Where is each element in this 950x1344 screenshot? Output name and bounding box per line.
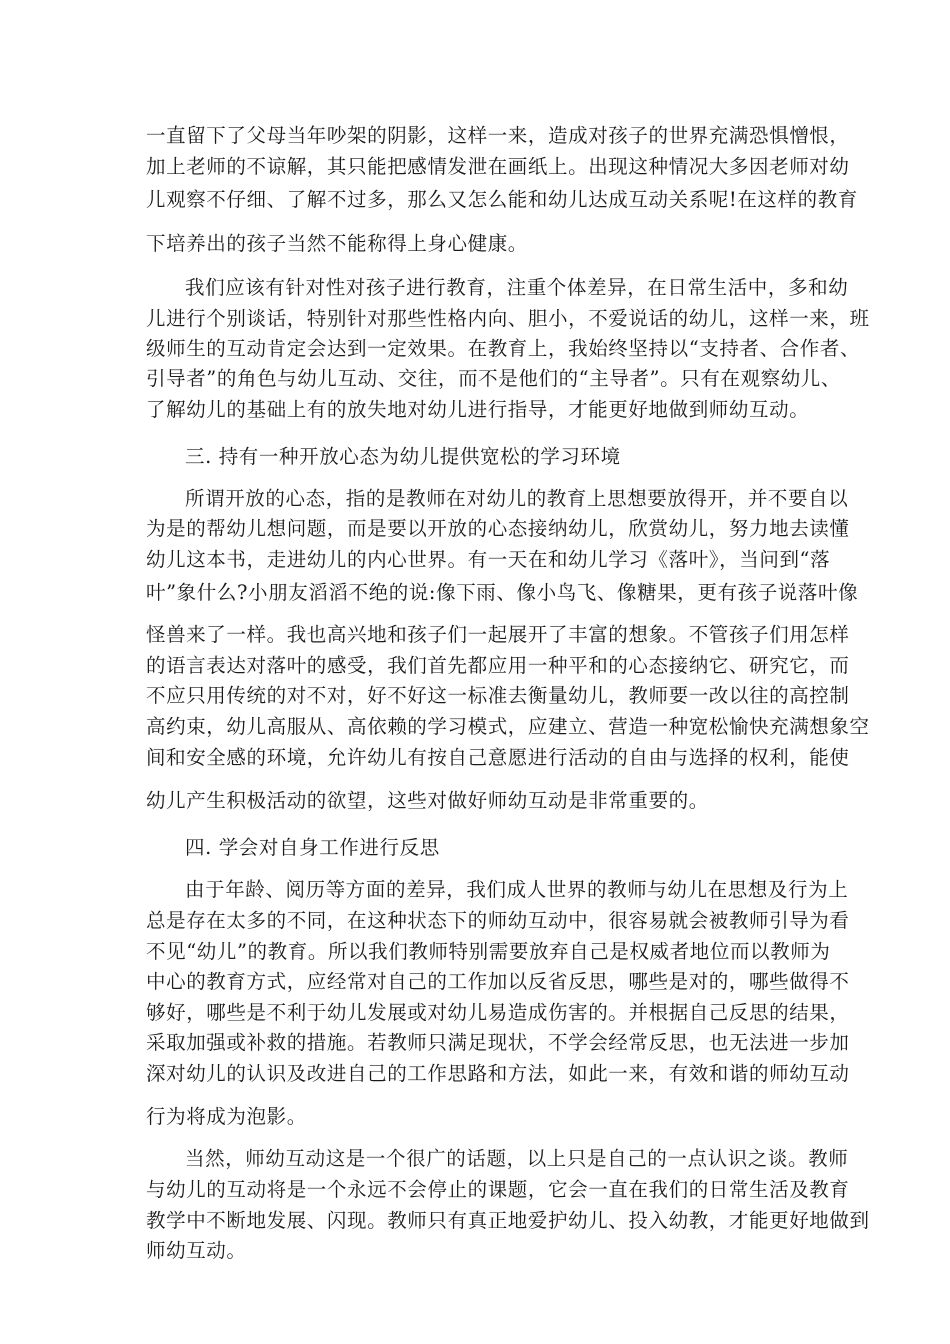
- text-line: 儿观察不仔细、了解不过多，那么又怎么能和幼儿达成互动关系呢!在这样的教育: [146, 188, 858, 211]
- text-line: 总是存在太多的不同，在这种状态下的师幼互动中，很容易就会被教师引导为看: [146, 909, 850, 932]
- text-line: 与幼儿的互动将是一个永远不会停止的课题，它会一直在我们的日常生活及教育: [146, 1178, 850, 1201]
- text-line: 采取加强或补救的措施。若教师只满足现状，不学会经常反思，也无法进一步加: [146, 1031, 850, 1054]
- text-line: 教学中不断地发展、闪现。教师只有真正地爱护幼儿、投入幼教，才能更好地做到: [146, 1209, 870, 1232]
- text-line: 当然，师幼互动这是一个很广的话题，以上只是自己的一点认识之谈。教师: [185, 1147, 849, 1170]
- text-line: 儿进行个别谈话，特别针对那些性格内向、胆小，不爱说话的幼儿，这样一来，班: [146, 307, 870, 330]
- text-line: 所谓开放的心态，指的是教师在对幼儿的教育上思想要放得开，并不要自以: [185, 487, 849, 510]
- text-line: 叶”象什么?小朋友滔滔不绝的说:像下雨、像小鸟飞、像糖果，更有孩子说落叶像: [146, 581, 859, 604]
- text-line: 深对幼儿的认识及改进自己的工作思路和方法，如此一来，有效和谐的师幼互动: [146, 1062, 850, 1085]
- text-line: 的语言表达对落叶的感受，我们首先都应用一种平和的心态接纳它、研究它，而: [146, 654, 850, 677]
- text-line: 怪兽来了一样。我也高兴地和孩子们一起展开了丰富的想象。不管孩子们用怎样: [146, 623, 850, 646]
- text-line: 幼儿这本书，走进幼儿的内心世界。有一天在和幼儿学习《落叶》，当问到“落: [146, 548, 831, 571]
- text-line: 级师生的互动肯定会达到一定效果。在教育上，我始终坚持以“支持者、合作者、: [146, 337, 861, 360]
- section-heading: 三. 持有一种开放心态为幼儿提供宽松的学习环境: [185, 445, 621, 468]
- text-line: 由于年龄、阅历等方面的差异，我们成人世界的教师与幼儿在思想及行为上: [185, 878, 849, 901]
- text-line: 间和安全感的环境，允许幼儿有按自己意愿进行活动的自由与选择的权利，能使: [146, 746, 850, 769]
- text-line: 中心的教育方式，应经常对自己的工作加以反省反思，哪些是对的，哪些做得不: [146, 970, 850, 993]
- text-line: 我们应该有针对性对孩子进行教育，注重个体差异，在日常生活中，多和幼: [185, 276, 849, 299]
- text-line: 一直留下了父母当年吵架的阴影，这样一来，造成对孩子的世界充满恐惧憎恨，: [146, 124, 850, 147]
- text-line: 幼儿产生积极活动的欲望，这些对做好师幼互动是非常重要的。: [146, 789, 709, 812]
- text-line: 高约束，幼儿高服从、高依赖的学习模式，应建立、营造一种宽松愉快充满想象空: [146, 715, 870, 738]
- text-line: 引导者”的角色与幼儿互动、交往，而不是他们的“主导者”。只有在观察幼儿、: [146, 367, 842, 390]
- text-line: 了解幼儿的基础上有的放失地对幼儿进行指导，才能更好地做到师幼互动。: [146, 398, 810, 421]
- text-line: 够好，哪些是不利于幼儿发展或对幼儿易造成伤害的。并根据自己反思的结果，: [146, 1001, 850, 1024]
- text-line: 为是的帮幼儿想问题，而是要以开放的心态接纳幼儿，欣赏幼儿，努力地去读懂: [146, 517, 850, 540]
- text-line: 不见“幼儿”的教育。所以我们教师特别需要放弃自己是权威者地位而以教师为: [146, 940, 831, 963]
- section-heading: 四. 学会对自身工作进行反思: [185, 836, 440, 859]
- text-line: 不应只用传统的对不对，好不好这一标准去衡量幼儿，教师要一改以往的高控制: [146, 684, 850, 707]
- text-line: 师幼互动。: [146, 1239, 247, 1262]
- text-line: 行为将成为泡影。: [146, 1105, 307, 1128]
- text-line: 下培养出的孩子当然不能称得上身心健康。: [146, 232, 528, 255]
- text-line: 加上老师的不谅解，其只能把感情发泄在画纸上。出现这种情况大多因老师对幼: [146, 155, 850, 178]
